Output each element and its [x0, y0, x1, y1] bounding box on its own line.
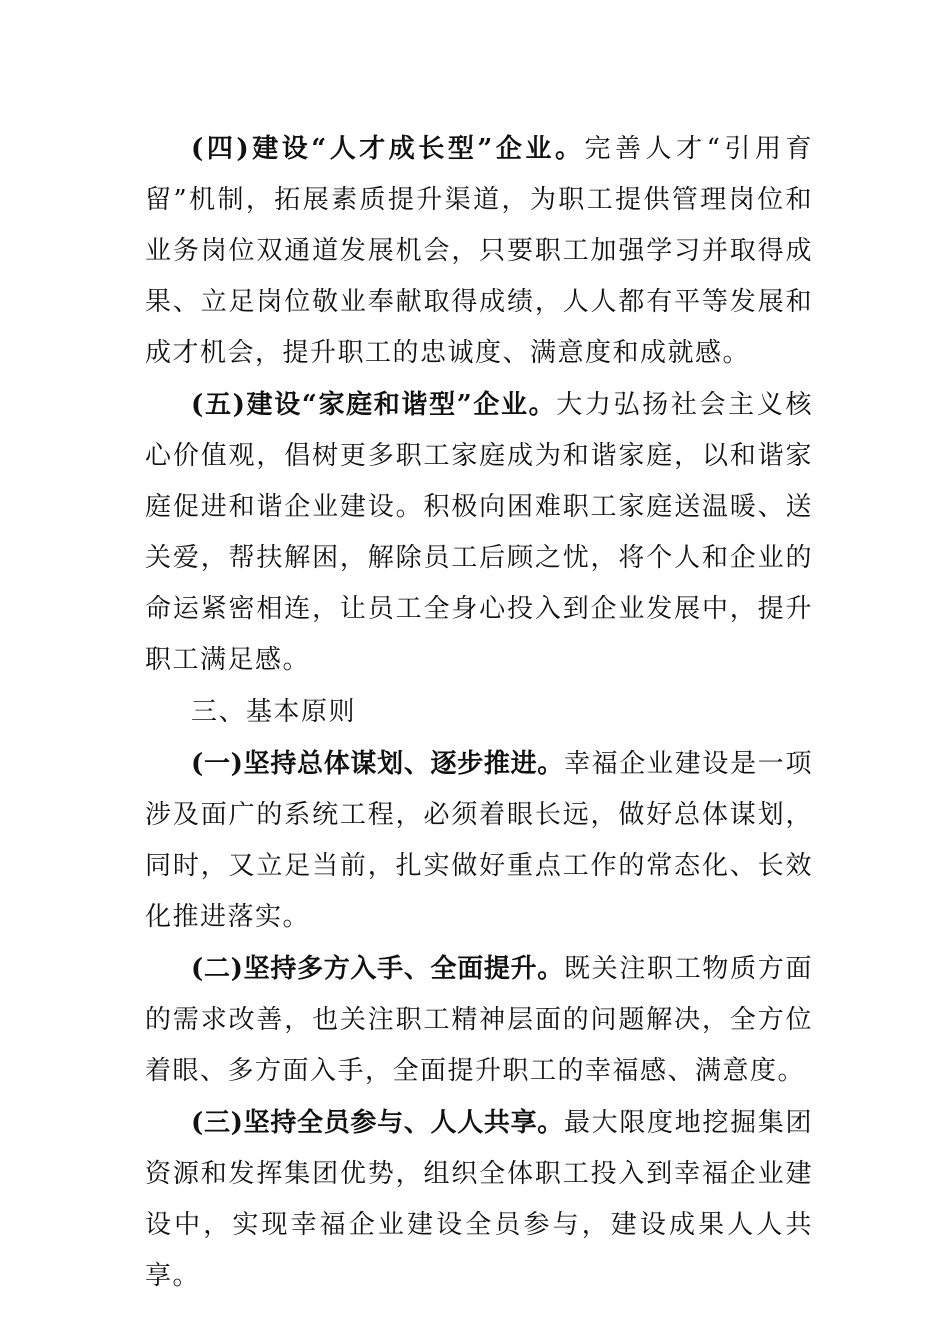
- paragraph-heading: (三)坚持全员参与、人人共享。: [191, 1108, 564, 1138]
- paragraph-body: 完善人才“引用育留”机制，拓展素质提升渠道，为职工提供管理岗位和业务岗位双通道发展机会，只要职工加强学习并取得成果、立足岗位敬业奉献取得成绩，人人都有平等发展和成才机会，提升职工的忠诚度、满意度和成就感。: [145, 134, 813, 368]
- paragraph-principle-overall-planning: [145, 739, 813, 943]
- paragraph-heading: (四)建设“人才成长型”企业。: [191, 134, 585, 164]
- section-title-basic-principles: [145, 687, 813, 738]
- paragraph-heading: (二)坚持多方入手、全面提升。: [191, 954, 564, 984]
- paragraph-body: 既关注职工物质方面的需求改善，也关注职工精神层面的问题解决，全方位着眼、多方面入手，全面提升职工的幸福感、满意度。: [145, 954, 813, 1086]
- paragraph-body: 幸福企业建设是一项涉及面广的系统工程，必须着眼长远，做好总体谋划，同时，又立足当前，扎实做好重点工作的常态化、长效化推进落实。: [145, 749, 813, 932]
- document-page: [145, 124, 813, 1302]
- paragraph-heading: (五)建设“家庭和谐型”企业。: [191, 390, 557, 420]
- paragraph-heading: (一)坚持总体谋划、逐步推进。: [191, 749, 564, 779]
- paragraph-build-talent-growth-enterprise: [145, 124, 813, 379]
- section-title: 三、基本原则: [191, 697, 357, 727]
- paragraph-principle-full-participation: [145, 1098, 813, 1302]
- paragraph-body: 大力弘扬社会主义核心价值观，倡树更多职工家庭成为和谐家庭，以和谐家庭促进和谐企业建设。积极向困难职工家庭送温暖、送关爱，帮扶解困，解除员工后顾之忧，将个人和企业的命运紧密相连，让员工全身心投入到企业发展中，提升职工满足感。: [145, 390, 813, 675]
- paragraph-build-family-harmony-enterprise: [145, 380, 813, 686]
- paragraph-body: 最大限度地挖掘集团资源和发挥集团优势，组织全体职工投入到幸福企业建设中，实现幸福企业建设全员参与，建设成果人人共享。: [145, 1108, 813, 1291]
- paragraph-principle-multi-aspect-improvement: [145, 944, 813, 1097]
